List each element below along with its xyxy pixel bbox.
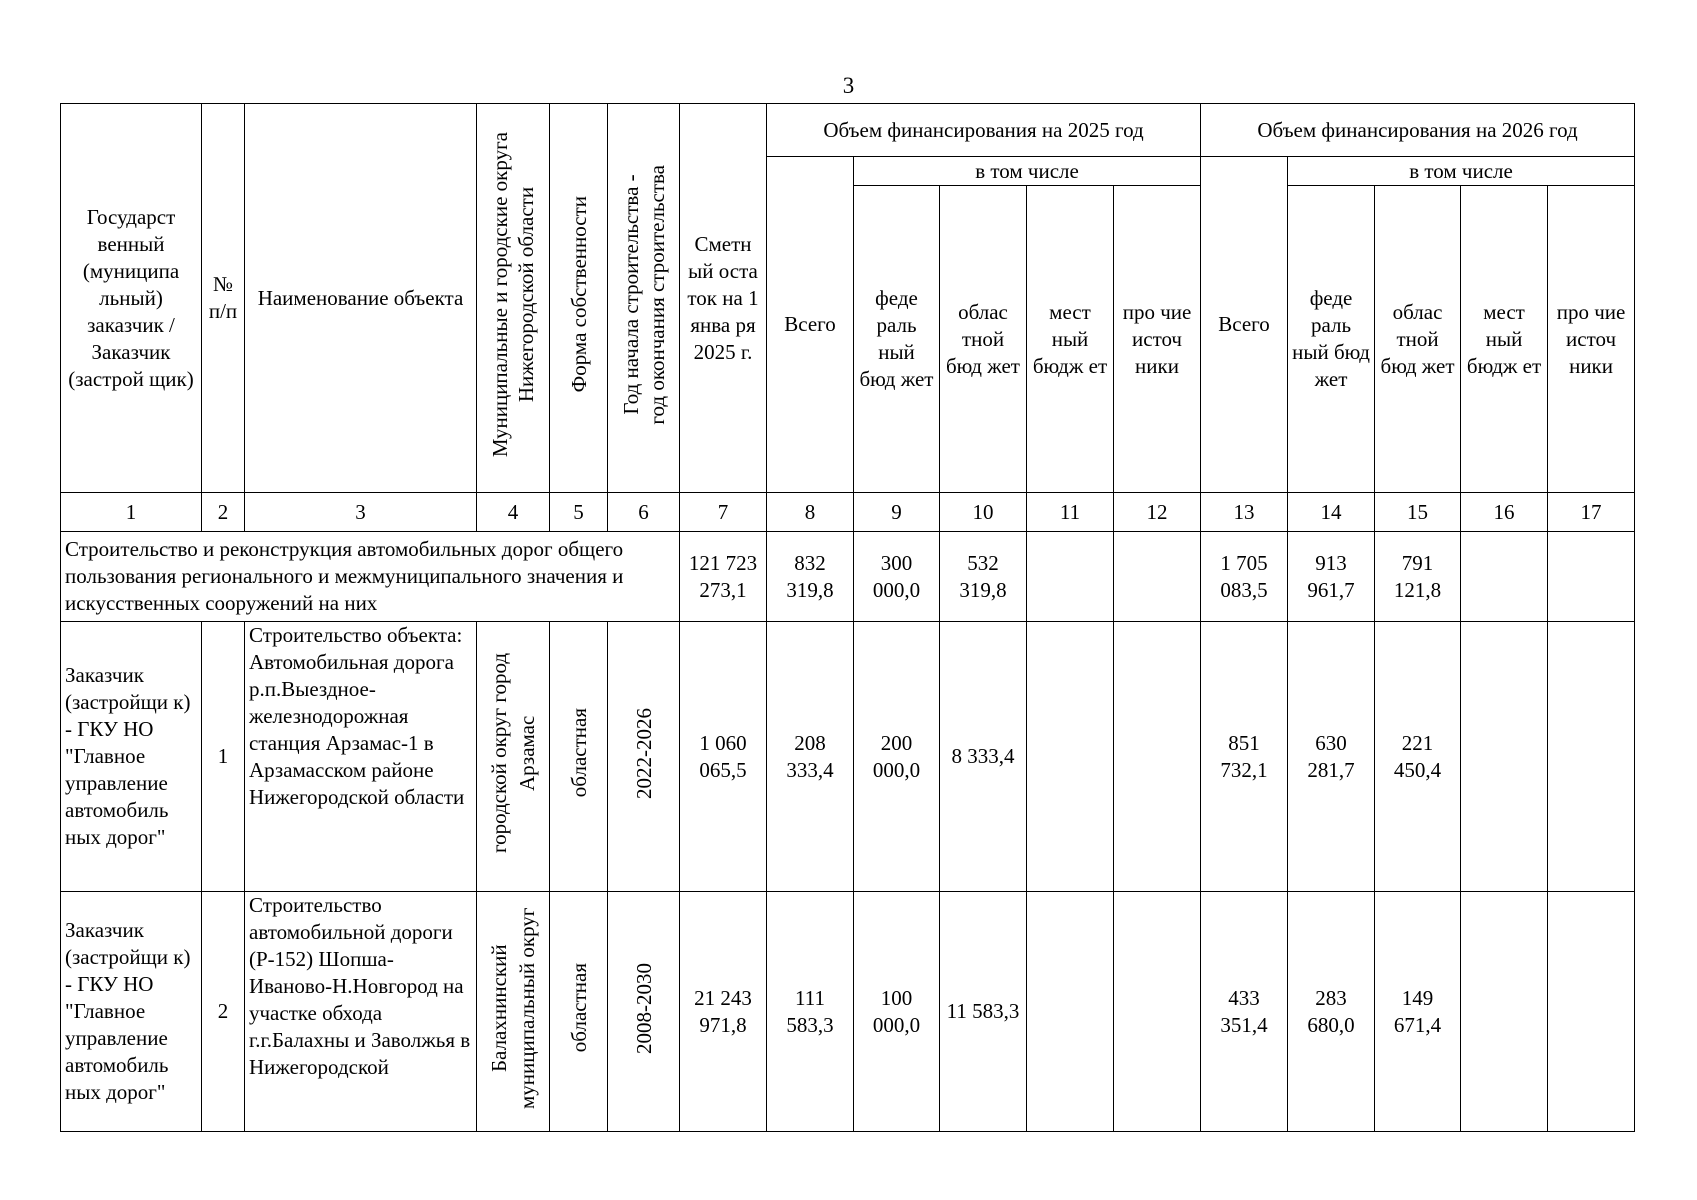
row-total-2025: 111 583,3 bbox=[767, 892, 854, 1132]
row-district-text: городской округ город Арзамас bbox=[487, 652, 539, 854]
column-number: 10 bbox=[940, 493, 1027, 532]
column-number: 4 bbox=[477, 493, 550, 532]
column-number: 6 bbox=[608, 493, 680, 532]
header-total-2025: Всего bbox=[767, 157, 854, 493]
row-other-2026 bbox=[1548, 622, 1635, 892]
column-number: 5 bbox=[550, 493, 608, 532]
column-number: 13 bbox=[1201, 493, 1288, 532]
header-district-line1: Муниципальные и городские округа bbox=[488, 131, 512, 458]
row-remaining: 21 243 971,8 bbox=[680, 892, 767, 1132]
header-district-line2: Нижегородской области bbox=[514, 186, 538, 403]
row-district bbox=[477, 892, 550, 1132]
row-customer: Заказчик (застройщи к) - ГКУ НО "Главное управление автомобиль ных дорог" bbox=[61, 892, 202, 1132]
section-local-2025 bbox=[1027, 532, 1114, 622]
header-funding-2026: Объем финансирования на 2026 год bbox=[1201, 104, 1635, 157]
row-ownership bbox=[550, 892, 608, 1132]
row-local-2026 bbox=[1461, 622, 1548, 892]
section-remaining: 121 723 273,1 bbox=[680, 532, 767, 622]
row-total-2025: 208 333,4 bbox=[767, 622, 854, 892]
section-local-2026 bbox=[1461, 532, 1548, 622]
section-total-2025: 832 319,8 bbox=[767, 532, 854, 622]
header-district bbox=[477, 104, 550, 493]
row-district bbox=[477, 622, 550, 892]
row-object-text: Строительство автомобильной дороги (Р-152) Шопша-Иваново-Н.Новгород на участке обхода г.г.Балахны и Заволжья в Нижегородской bbox=[249, 893, 471, 1079]
column-number: 14 bbox=[1288, 493, 1375, 532]
header-customer: Государст венный (муниципа льный) заказчик / Заказчик (застрой щик) bbox=[61, 104, 202, 493]
section-title: Строительство и реконструкция автомобильных дорог общего пользования регионального и межмуниципального значения и искусственных сооружений на них bbox=[61, 532, 680, 622]
row-federal-2026: 630 281,7 bbox=[1288, 622, 1375, 892]
header-years-line2: год окончания строительства bbox=[644, 164, 669, 425]
header-federal-2025: феде раль ный бюд жет bbox=[854, 186, 940, 493]
header-ownership bbox=[550, 104, 608, 493]
row-number: 1 bbox=[202, 622, 245, 892]
section-regional-2025: 532 319,8 bbox=[940, 532, 1027, 622]
section-regional-2026: 791 121,8 bbox=[1375, 532, 1461, 622]
column-number: 16 bbox=[1461, 493, 1548, 532]
row-number: 2 bbox=[202, 892, 245, 1132]
section-federal-2025: 300 000,0 bbox=[854, 532, 940, 622]
row-ownership-text: областная bbox=[566, 708, 591, 798]
table-row bbox=[61, 622, 1635, 892]
row-other-2026 bbox=[1548, 892, 1635, 1132]
row-years-text: 2022-2026 bbox=[631, 707, 656, 799]
row-regional-2025: 8 333,4 bbox=[940, 622, 1027, 892]
row-years-text: 2008-2030 bbox=[631, 962, 656, 1054]
section-federal-2026: 913 961,7 bbox=[1288, 532, 1375, 622]
header-years-line1: Год начала строительства - bbox=[618, 174, 643, 415]
row-federal-2025: 200 000,0 bbox=[854, 622, 940, 892]
row-other-2025 bbox=[1114, 892, 1201, 1132]
header-ownership-text: Форма собственности bbox=[566, 196, 591, 393]
row-other-2025 bbox=[1114, 622, 1201, 892]
header-funding-2025: Объем финансирования на 2025 год bbox=[767, 104, 1201, 157]
section-total-2026: 1 705 083,5 bbox=[1201, 532, 1288, 622]
row-local-2026 bbox=[1461, 892, 1548, 1132]
header-row-1 bbox=[61, 104, 1635, 157]
header-other-2025: про чие источ ники bbox=[1114, 186, 1201, 493]
page-number: 3 bbox=[842, 73, 855, 98]
column-number: 7 bbox=[680, 493, 767, 532]
row-federal-2025: 100 000,0 bbox=[854, 892, 940, 1132]
column-number: 11 bbox=[1027, 493, 1114, 532]
column-number: 8 bbox=[767, 493, 854, 532]
header-federal-2026: феде раль ный бюд жет bbox=[1288, 186, 1375, 493]
column-number: 12 bbox=[1114, 493, 1201, 532]
section-other-2026 bbox=[1548, 532, 1635, 622]
column-number-row bbox=[61, 493, 1635, 532]
row-regional-2025: 11 583,3 bbox=[940, 892, 1027, 1132]
row-federal-2026: 283 680,0 bbox=[1288, 892, 1375, 1132]
column-number: 2 bbox=[202, 493, 245, 532]
header-including-2026: в том числе bbox=[1288, 157, 1635, 186]
row-years bbox=[608, 622, 680, 892]
header-local-2026: мест ный бюдж ет bbox=[1461, 186, 1548, 493]
row-object: Строительство объекта: Автомобильная дорога р.п.Выездное-железнодорожная станция Арзамас-1 в Арзамасском районе Нижегородской области bbox=[245, 622, 477, 892]
row-district-text: Балахнинский муниципальный округ bbox=[487, 907, 539, 1109]
header-other-2026: про чие источ ники bbox=[1548, 186, 1635, 493]
column-number: 3 bbox=[245, 493, 477, 532]
header-object-name: Наименование объекта bbox=[245, 104, 477, 493]
column-number: 1 bbox=[61, 493, 202, 532]
row-ownership-text: областная bbox=[566, 963, 591, 1053]
header-number: № п/п bbox=[202, 104, 245, 493]
header-regional-2026: облас тной бюд жет bbox=[1375, 186, 1461, 493]
row-remaining: 1 060 065,5 bbox=[680, 622, 767, 892]
header-total-2026: Всего bbox=[1201, 157, 1288, 493]
row-local-2025 bbox=[1027, 622, 1114, 892]
row-object bbox=[245, 892, 477, 1132]
row-local-2025 bbox=[1027, 892, 1114, 1132]
column-number: 17 bbox=[1548, 493, 1635, 532]
row-total-2026: 851 732,1 bbox=[1201, 622, 1288, 892]
investment-table bbox=[60, 103, 1635, 1132]
table-row bbox=[61, 892, 1635, 1132]
header-regional-2025: облас тной бюд жет bbox=[940, 186, 1027, 493]
row-total-2026: 433 351,4 bbox=[1201, 892, 1288, 1132]
section-row bbox=[61, 532, 1635, 622]
section-other-2025 bbox=[1114, 532, 1201, 622]
header-remaining: Сметн ый оста ток на 1 янва ря 2025 г. bbox=[680, 104, 767, 493]
row-customer: Заказчик (застройщи к) - ГКУ НО "Главное управление автомобиль ных дорог" bbox=[61, 622, 202, 892]
row-regional-2026: 221 450,4 bbox=[1375, 622, 1461, 892]
header-including-2025: в том числе bbox=[854, 157, 1201, 186]
row-years bbox=[608, 892, 680, 1132]
header-local-2025: мест ный бюдж ет bbox=[1027, 186, 1114, 493]
column-number: 15 bbox=[1375, 493, 1461, 532]
column-number: 9 bbox=[854, 493, 940, 532]
header-years bbox=[608, 104, 680, 493]
row-regional-2026: 149 671,4 bbox=[1375, 892, 1461, 1132]
row-ownership bbox=[550, 622, 608, 892]
